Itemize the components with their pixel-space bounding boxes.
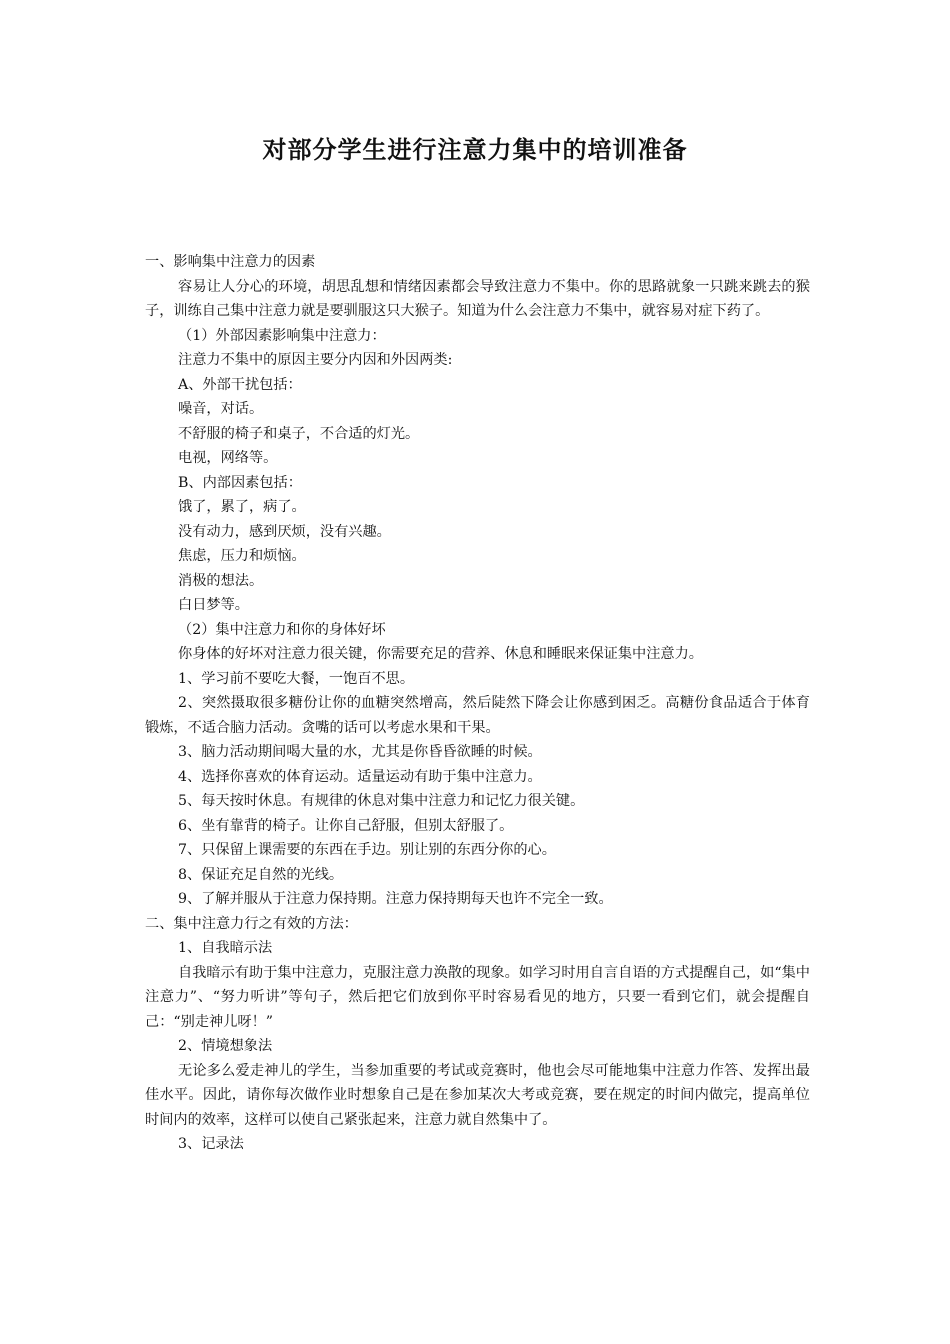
- section-heading: 一、影响集中注意力的因素: [145, 254, 316, 270]
- paragraph: 消极的想法。: [178, 572, 264, 589]
- paragraph: 不舒服的椅子和桌子，不合适的灯光。: [178, 425, 420, 442]
- paragraph: 7、只保留上课需要的东西在手边。别让别的东西分你的心。: [178, 842, 556, 858]
- paragraph: 噪音，对话。: [178, 401, 264, 417]
- paragraph: 1、自我暗示法: [178, 940, 273, 956]
- paragraph: 白日梦等。: [178, 597, 249, 613]
- paragraph: 焦虑，压力和烦恼。: [178, 548, 306, 564]
- paragraph: 5、每天按时休息。有规律的休息对集中注意力和记忆力很关键。: [178, 793, 585, 809]
- paragraph: 无论多么爱走神儿的学生，当参加重要的考试或竞赛时，他也会尽可能地集中注意力作答、发挥出最佳水平。因此，请你每次做作业时想象自己是在参加某次大考或竞赛，要在规定的时间内做完，提高单位时间内的效率，这样可以使自己紧张起来，注意力就自然集中了。: [145, 1062, 810, 1128]
- paragraph: 9、了解并服从于注意力保持期。注意力保持期每天也许不完全一致。: [178, 891, 613, 907]
- document-title: 对部分学生进行注意力集中的培训准备: [262, 136, 688, 164]
- paragraph: 饿了，累了，病了。: [178, 499, 306, 515]
- paragraph: 2、情境想象法: [178, 1038, 273, 1054]
- paragraph: A、外部干扰包括：: [178, 376, 302, 393]
- document-body: [145, 250, 810, 1157]
- paragraph: 6、坐有靠背的椅子。让你自己舒服，但别太舒服了。: [178, 817, 514, 834]
- paragraph: 1、学习前不要吃大餐，一饱百不思。: [178, 670, 415, 687]
- paragraph: 容易让人分心的环境，胡思乱想和情绪因素都会导致注意力不集中。你的思路就象一只跳来跳去的猴子，训练自己集中注意力就是要驯服这只大猴子。知道为什么会注意力不集中，就容易对症下药了。: [145, 278, 810, 319]
- paragraph: 2、突然摄取很多糖份让你的血糖突然增高，然后陡然下降会让你感到困乏。高糖份食品适合于体育锻炼，不适合脑力活动。贪嘴的话可以考虑水果和干果。: [145, 695, 810, 736]
- paragraph: 没有动力，感到厌烦，没有兴趣。: [178, 523, 391, 540]
- paragraph: 注意力不集中的原因主要分内因和外因两类:: [178, 352, 453, 368]
- paragraph: 8、保证充足自然的光线。: [178, 866, 344, 883]
- paragraph: （2）集中注意力和你的身体好坏: [178, 621, 386, 638]
- paragraph: 4、选择你喜欢的体育运动。适量运动有助于集中注意力。: [178, 768, 542, 785]
- paragraph: 你身体的好坏对注意力很关键，你需要充足的营养、休息和睡眠来保证集中注意力。: [178, 646, 703, 662]
- paragraph: 3、脑力活动期间喝大量的水，尤其是你昏昏欲睡的时候。: [178, 744, 542, 760]
- paragraph: 电视，网络等。: [178, 450, 278, 466]
- paragraph: 3、记录法: [178, 1136, 244, 1152]
- section-heading: 二、集中注意力行之有效的方法：: [145, 915, 358, 932]
- paragraph: 自我暗示有助于集中注意力，克服注意力涣散的现象。如学习时用自言自语的方式提醒自己，如“集中注意力”、“努力听讲”等句子，然后把它们放到你平时容易看见的地方，只要一看到它们，就会提醒自己：“别走神儿呀！”: [145, 964, 810, 1030]
- paragraph: （1）外部因素影响集中注意力：: [178, 327, 386, 344]
- paragraph: B、内部因素包括：: [178, 474, 302, 491]
